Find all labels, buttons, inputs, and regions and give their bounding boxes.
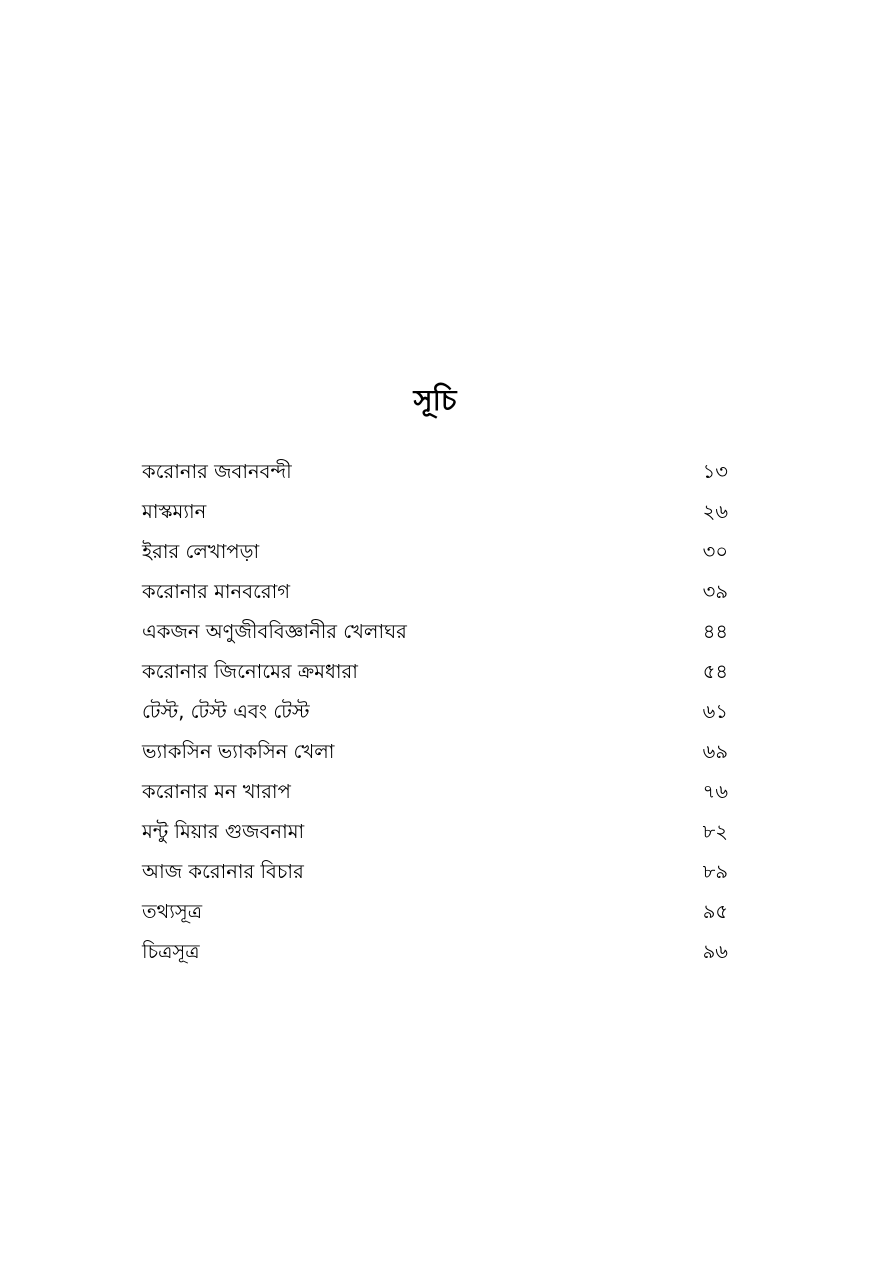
toc-entry — [140, 732, 730, 772]
toc-entry-title: ইরার লেখাপড়া — [142, 540, 260, 563]
toc-title: সূচি — [413, 383, 457, 417]
toc-entry-title: করোনার জিনোমের ক্রমধারা — [142, 660, 358, 683]
toc-entry — [140, 932, 730, 972]
toc-entry — [140, 812, 730, 852]
toc-entry-page: ৩৯ — [702, 580, 728, 603]
toc-entry — [140, 572, 730, 612]
toc-entry-page: ৬১ — [702, 700, 728, 723]
toc-entry-page: ৮৯ — [702, 860, 728, 883]
toc-entry-title: মাস্কম্যান — [142, 500, 207, 523]
toc-entry — [140, 452, 730, 492]
toc-entry-title: একজন অণুজীববিজ্ঞানীর খেলাঘর — [142, 620, 407, 643]
toc-entry-page: ২৬ — [702, 500, 728, 523]
toc-entry-page: ৮২ — [702, 820, 728, 843]
toc-entry-title: মন্টু মিয়ার গুজবনামা — [142, 820, 305, 843]
toc-entry-title: ভ্যাকসিন ভ্যাকসিন খেলা — [142, 740, 335, 763]
toc-entry-page: ৯৬ — [702, 940, 728, 963]
toc-entry — [140, 772, 730, 812]
toc-entry — [140, 612, 730, 652]
toc-entry-title: করোনার মানবরোগ — [142, 580, 291, 603]
toc-entry — [140, 892, 730, 932]
toc-entry — [140, 692, 730, 732]
toc-entry-page: ১৩ — [702, 460, 728, 483]
toc-entry-page: ৯৫ — [702, 900, 728, 923]
toc-entry-title: করোনার মন খারাপ — [142, 780, 291, 803]
toc-entry-title: টেস্ট, টেস্ট এবং টেস্ট — [142, 700, 310, 723]
toc-entry-page: ৩০ — [702, 540, 728, 563]
toc-entry-page: ৫৪ — [702, 660, 728, 683]
toc-entry — [140, 492, 730, 532]
toc-entry-title: তথ্যসূত্র — [142, 900, 203, 923]
toc-entry — [140, 852, 730, 892]
toc-entry — [140, 652, 730, 692]
toc-entry-page: ৬৯ — [702, 740, 728, 763]
toc-entry-title: করোনার জবানবন্দী — [142, 460, 292, 483]
toc-entry-page: ৭৬ — [702, 780, 728, 803]
toc-entry-page: ৪৪ — [702, 620, 728, 643]
toc-entry — [140, 532, 730, 572]
toc-list — [140, 452, 730, 972]
toc-entry-title: চিত্রসূত্র — [142, 940, 200, 963]
toc-entry-title: আজ করোনার বিচার — [142, 860, 304, 883]
